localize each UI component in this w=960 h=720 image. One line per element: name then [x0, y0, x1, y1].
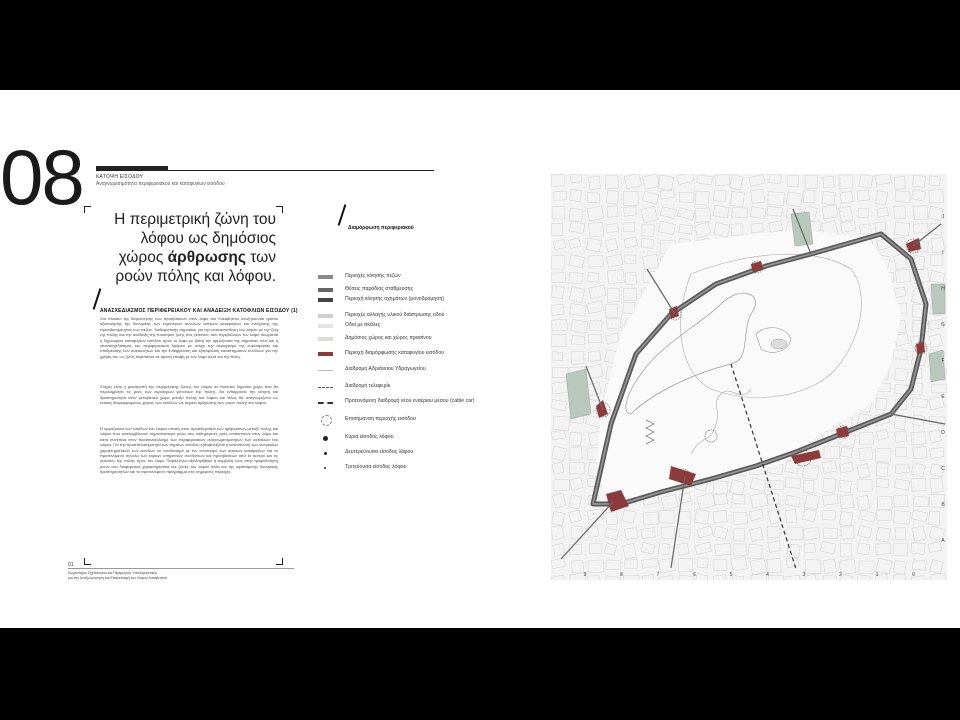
legend-swatch — [318, 352, 333, 356]
footer-rule — [68, 568, 294, 569]
legend-swatch — [318, 387, 333, 388]
grid-row-label: G — [941, 322, 945, 328]
reservoir — [771, 339, 787, 349]
grid-row-label: I — [942, 250, 944, 256]
grid-column-label: 9 — [583, 572, 587, 578]
headline-emphasis: άρθρωσης — [167, 249, 246, 266]
grid-row-label: J — [941, 214, 945, 220]
legend-label: Θέσεις παρόδιας στάθμευσης — [345, 286, 414, 292]
grid-row-label: C — [941, 466, 945, 472]
kicker-subtitle: Αναγνωρισιμότητα περιφερειακού και καταφυγίων εισόδου — [96, 181, 225, 187]
page-number: 08 — [0, 133, 83, 221]
legend-swatch — [323, 436, 328, 441]
legend-swatch — [318, 324, 333, 328]
grid-row-label: F — [941, 358, 945, 364]
green-space — [929, 350, 945, 382]
legend-label: Διαδρομή τελεφερίκ — [345, 383, 391, 389]
legend-swatch — [324, 467, 326, 469]
grid-column-label: 5 — [729, 572, 733, 578]
grid-column-label: 1 — [875, 572, 879, 578]
legend-label: Προτεινόμενη διαδρομή νέου εναέριου μέσου (cable car) — [345, 398, 475, 404]
body-paragraph: Στο πλαίσιο της διερεύνησης των προσβάσεων στον λόφο του Λυκαβηττού αναζητούνται τρόποι αξιοποίησης της δυναμικής των ευρύτερων συνόλων αστικών καταφυγίων και ενίσχυσης της προσβασιμότητας των πεζών. Καθοριστικής σημασίας για την επανασύνδεση του λόφου με την ζωή της πόλης και την ανάδειξη της ποιότητας ζωής στις γειτονιές που περιβάλλουν τον λόφο, θεωρείται η δημιουργία καταφυγίων εισόδου προς το λόφο με βάση την αρμόζουσα της σημασίας τους και η επανασχεδίασμός του περιφερειακού δρόμου με στόχο την περιορισμό της κυκλοφορίας και στάθμευσης των αυτοκινήτων και την ενθάρρυνση και εξασφάλιση καταστημάτων συνόλων για την χρήση του ως ζώνη περιπάτου σε άμεση επαφή με τον λόφο αλλά και την πόλη. — [100, 316, 278, 359]
grid-column-label: 6 — [693, 572, 696, 578]
legend-swatch — [318, 275, 333, 279]
slash-mark — [338, 204, 347, 226]
legend-label: Οδοί με σκάλες — [345, 322, 381, 328]
corner-mark — [276, 558, 283, 565]
site-plan-map — [551, 174, 947, 580]
legend-swatch — [318, 370, 333, 371]
footer-credit — [68, 571, 167, 580]
grid-column-label: 8 — [620, 572, 623, 578]
legend-label: Δημόσιος χώρος και χώρος πρασίνου — [345, 335, 432, 341]
headline-end: των ροών πόλης και λόφου. — [115, 249, 276, 285]
grid-column-label: 4 — [766, 572, 769, 578]
legend-label: Περιοχές αλλαγής υλικού διάστρωσης οδού — [345, 312, 445, 318]
corner-mark — [84, 558, 91, 565]
slash-mark — [93, 288, 102, 310]
body-paragraph: Στόχος είναι η μετατροπή της περιμετρικής ζώνης του λόφου σε ποιοτικό δημόσιο χώρο που θα περιλαμβάνει τις ροές των ευρύτερων γειτονιών της πόλης, θα ενθαρρύνει την κίνηση και δραστηριότητα στον μεταβατικό χώρο μεταξύ πόλης και λόφου και τέλος θα αναγνωρίζεται ως ενιαίος διαμορφωμένος χώρος των εισόδων ως σημείο άρθρωσης των ροών πόλης και λόφου. — [100, 384, 278, 406]
legend-label: Περιοχές κίνησης πεζών — [345, 273, 401, 279]
legend-swatch — [321, 415, 332, 426]
legend-label: Δευτερεύουσα είσοδος λόφου — [345, 449, 414, 455]
legend-swatch — [318, 402, 333, 404]
headline — [96, 210, 276, 286]
kicker: ΚΑΤΟΨΗ ΕΙΣΟΔΟΥ — [96, 174, 144, 180]
legend-swatch — [318, 288, 333, 292]
grid-column-label: 0 — [912, 572, 915, 578]
legend-label: Κύρια είσοδος λόφου — [345, 434, 394, 440]
footer-page-number: 01 — [68, 562, 74, 568]
entrance-zone — [916, 342, 925, 354]
footer-line: για την Αναζωογόνηση και Επανεπαφή του Λόφου Λυκαβηττού — [68, 575, 168, 580]
legend-swatch — [318, 337, 333, 341]
legend-label: Τριτεύουσα είσοδος λόφου — [345, 464, 407, 470]
legend-swatch — [318, 298, 333, 302]
grid-row-label: A — [941, 538, 945, 544]
body-paragraph: Η αρμόζουσα των εισόδων του λόφου οπτική στον προσδιορισμό των αρθρώσεων μεταξύ πόλης και λόφου που αναλαμβάνουν σημαντικότερο ρόλο στις καθημερινές ροές επισκεπτών στον λόφο και κατά συνέπεια στον προσανατολισμό των περιφερειακών αναγνωρισιμοτήτων των κατοικιών του λόφου. Για την προσπελασιμότητα των σημείων εισόδου εξασφαλίζεται η κατεύθυνση των αναγκαίων χαρακτηριστικών των εισόδων σε συνδυασμό με τον εντοπισμό των αστικών καταφυγίων και το προτεινόμενο σύνολο των κυρίων υπηρεσιών συνδέσεων και προσβάσεων από το κέντρο και τις γειτονιές της πόλης προς τον λόφο. Παράλληλα αξιολογήθηκε η συμβολή τους στην τροφοδότηση ροών στα διαφορετικά χαρακτηριστικά και ζώνες του λόφου αλλά και της υφιστάμενης δυναμικής δραστηριοτήτων και το προτεινόμενο πρόγραμμα στις σημερινές περιοχές. — [100, 426, 278, 475]
header-rule — [96, 170, 434, 171]
document-page — [0, 90, 960, 628]
legend-swatch — [324, 452, 327, 455]
footer-line: Εργαστήριο Σχεδιασμού και Περιμέτρου Υποδομαστικής — [68, 571, 158, 575]
grid-row-label: D — [941, 430, 945, 436]
legend-label: Περιοχή κίνησης οχημάτων (μονοδρόμηση) — [345, 296, 445, 302]
grid-row-label: H — [941, 286, 945, 292]
section-title: ΑΝΑΣΧΕΔΙΑΣΜΟΣ ΠΕΡΙΦΕΡΕΙΑΚΟΥ ΚΑΙ ΑΝΑΔΕΙΞΗ ΚΑΤΟΦΛΙΩΝ ΕΙΣΟΔΟΥ (1) — [100, 308, 298, 314]
grid-column-label: 2 — [839, 572, 842, 578]
grid-column-label: 3 — [802, 572, 806, 578]
corner-mark — [276, 206, 283, 213]
legend-title: Διαμόρφωση περιφεριακού — [348, 225, 414, 231]
grid-column-label: 7 — [656, 572, 660, 578]
legend-label: Διαδρομή Αδριάνειου Υδραγωγείου — [345, 366, 426, 372]
grid-row-label: E — [941, 394, 945, 400]
legend-label: Περιοχή διαμόρφωσης καταφυγίου εισόδου — [345, 350, 445, 356]
green-space — [791, 212, 813, 246]
grid-row-label: B — [941, 502, 945, 508]
legend-label: Επισήμανση περιοχής εισόδου — [345, 416, 416, 422]
corner-mark — [84, 206, 91, 213]
headline-start: Η περιμετρική ζώνη του λόφου ως δημόσιος χώρος — [114, 211, 276, 266]
legend-swatch — [318, 314, 333, 318]
